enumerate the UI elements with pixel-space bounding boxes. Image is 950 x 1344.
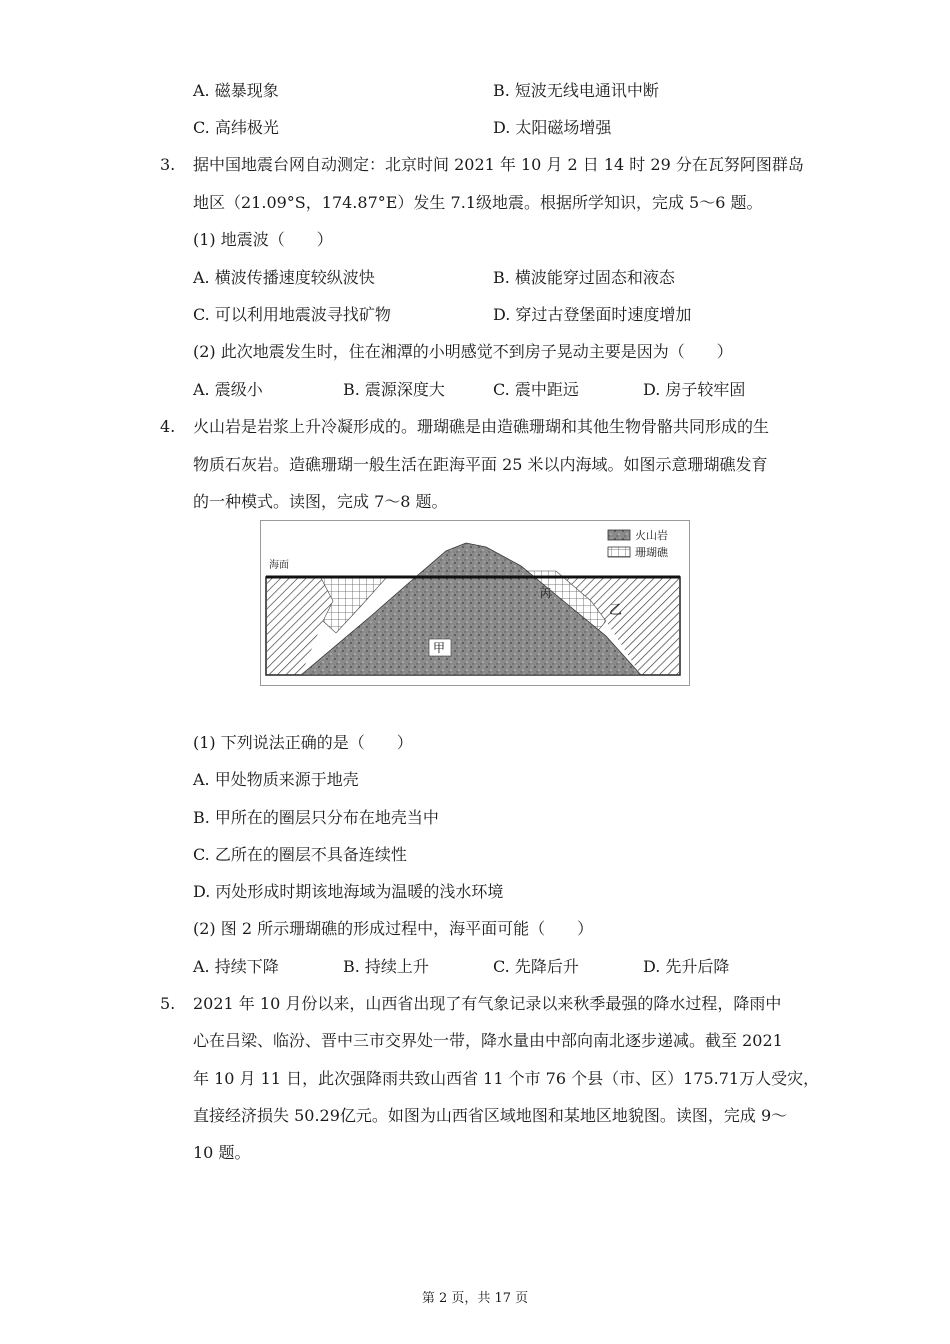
q4-sub1-option-d: D. 丙处形成时期该地海域为温暖的浅水环境 — [193, 882, 504, 901]
q4-sub1-option-b: B. 甲所在的圈层只分布在地壳当中 — [193, 808, 439, 827]
q4-sub1-question: (1) 下列说法正确的是（ ） — [193, 733, 413, 752]
q4-sub2-option-b: B. 持续上升 — [343, 957, 429, 976]
coral-reef-diagram — [260, 520, 690, 686]
q3-sub2-option-c: C. 震中距远 — [493, 380, 579, 399]
q3-sub1-question: (1) 地震波（ ） — [193, 230, 333, 249]
q3-sub1-option-c: C. 可以利用地震波寻找矿物 — [193, 305, 391, 324]
q4-stem-line3: 的一种模式。读图，完成 7～8 题。 — [193, 492, 448, 511]
q4-sub2-option-d: D. 先升后降 — [643, 957, 730, 976]
label-yi: 乙 — [609, 603, 623, 618]
legend-volcanic-label: 火山岩 — [635, 529, 668, 542]
q3-stem-line1: 据中国地震台网自动测定：北京时间 2021 年 10 月 2 日 14 时 29 分在瓦努阿图群岛 — [193, 155, 804, 174]
legend-coral-label: 珊瑚礁 — [635, 546, 668, 559]
q3-sub1-option-d: D. 穿过古登堡面时速度增加 — [493, 305, 692, 324]
q3-sub2-question: (2) 此次地震发生时，住在湘潭的小明感觉不到房子晃动主要是因为（ ） — [193, 342, 733, 361]
q2-option-a: A. 磁暴现象 — [193, 81, 279, 100]
legend-coral-swatch — [608, 547, 630, 557]
q2-option-b: B. 短波无线电通讯中断 — [493, 81, 659, 100]
q5-line3: 年 10 月 11 日，此次强降雨共致山西省 11 个市 76 个县（市、区）175.71万人受灾， — [193, 1069, 820, 1088]
q4-sub2-question: (2) 图 2 所示珊瑚礁的形成过程中，海平面可能（ ） — [193, 919, 594, 938]
label-bing: 丙 — [540, 587, 551, 600]
legend-volcanic-swatch — [608, 530, 630, 540]
q5-line5: 10 题。 — [193, 1143, 251, 1162]
q4-sub1-option-a: A. 甲处物质来源于地壳 — [193, 770, 359, 789]
q3-sub2-option-d: D. 房子较牢固 — [643, 380, 746, 399]
q3-stem-line2: 地区（21.09°S，174.87°E）发生 7.1级地震。根据所学知识，完成 5～6 题。 — [193, 193, 763, 212]
sea-level-label: 海面 — [269, 560, 289, 571]
q4-stem-line2: 物质石灰岩。造礁珊瑚一般生活在距海平面 25 米以内海域。如图示意珊瑚礁发育 — [193, 455, 768, 474]
page-footer: 第 2 页，共 17 页 — [421, 1291, 529, 1306]
q4-stem-line1: 火山岩是岩浆上升冷凝形成的。珊瑚礁是由造礁珊瑚和其他生物骨骼共同形成的生 — [193, 417, 770, 436]
q4-sub1-option-c: C. 乙所在的圈层不具备连续性 — [193, 845, 407, 864]
q5-number: 5. — [160, 994, 176, 1013]
q3-sub1-option-a: A. 横波传播速度较纵波快 — [193, 268, 375, 287]
q5-line1: 2021 年 10 月份以来，山西省出现了有气象记录以来秋季最强的降水过程，降雨中 — [193, 994, 782, 1013]
q4-sub2-option-a: A. 持续下降 — [193, 957, 279, 976]
q4-sub2-option-c: C. 先降后升 — [493, 957, 579, 976]
label-jia: 甲 — [433, 641, 446, 655]
q2-option-d: D. 太阳磁场增强 — [493, 118, 612, 137]
q3-sub1-option-b: B. 横波能穿过固态和液态 — [493, 268, 675, 287]
q5-line2: 心在吕梁、临汾、晋中三市交界处一带，降水量由中部向南北逐步递减。截至 2021 — [193, 1031, 783, 1050]
q3-sub2-option-a: A. 震级小 — [193, 380, 263, 399]
q4-number: 4. — [160, 417, 176, 436]
q2-option-c: C. 高纬极光 — [193, 118, 279, 137]
q3-sub2-option-b: B. 震源深度大 — [343, 380, 445, 399]
q5-line4: 直接经济损失 50.29亿元。如图为山西省区域地图和某地区地貌图。读图，完成 9～ — [193, 1106, 788, 1125]
q3-number: 3. — [160, 155, 176, 174]
